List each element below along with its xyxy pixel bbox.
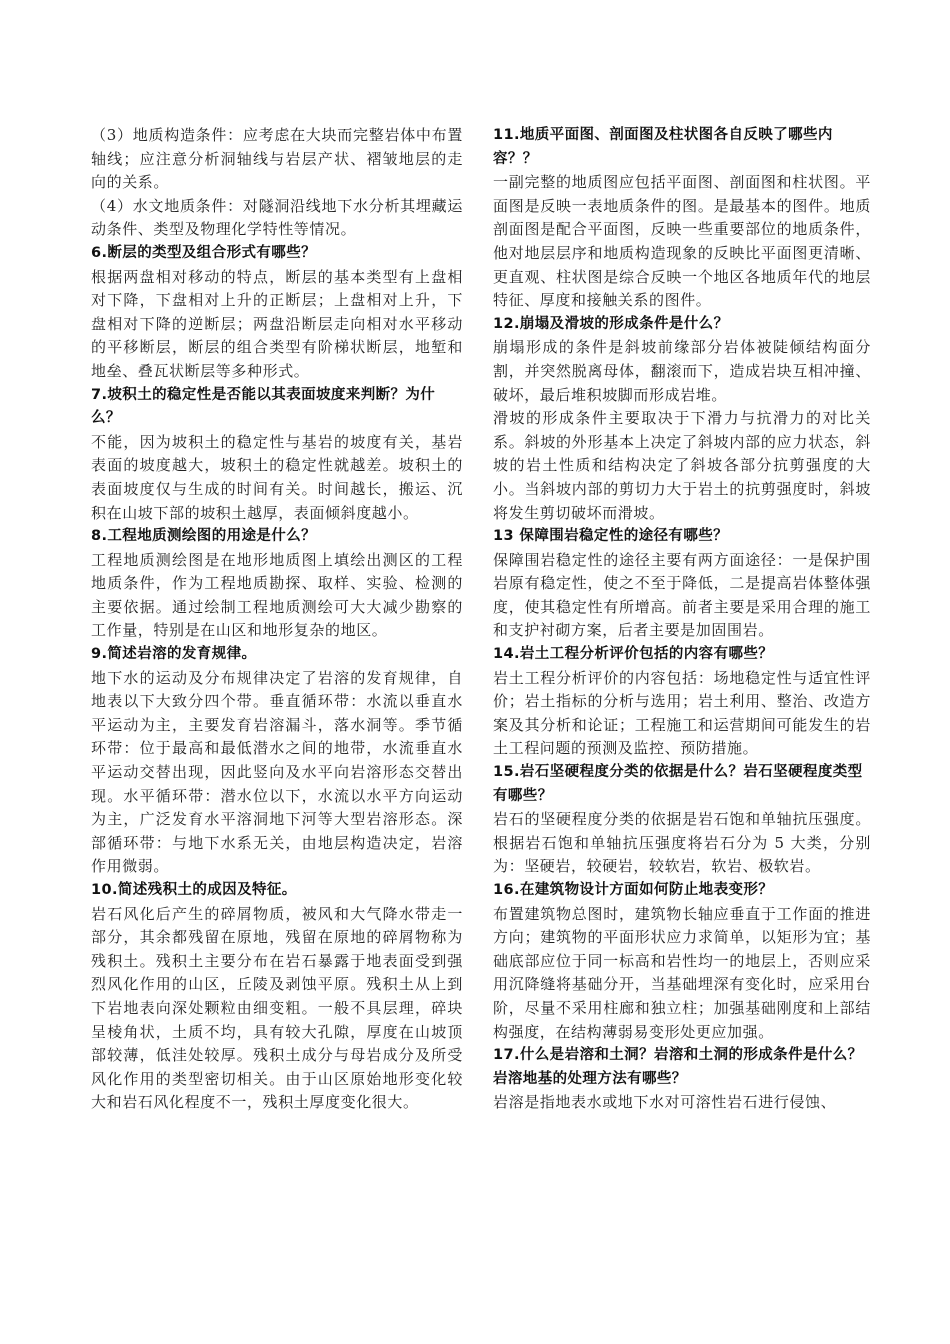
paragraph: 工程地质测绘图是在地形地质图上填绘出测区的工程地质条件，作为工程地质勘探、取样、实验、检测的主要依据。通过绘制工程地质测绘可大大减少勘察的工作量，特别是在山区和地形复杂的地区。 [91, 550, 463, 640]
right-column [493, 124, 871, 1115]
question-heading: 12.崩塌及滑坡的形成条件是什么？ [493, 315, 729, 332]
left-column [91, 124, 463, 1115]
paragraph: （3）地质构造条件：应考虑在大块而完整岩体中布置轴线；应注意分析洞轴线与岩层产状、褶皱地层的走向的关系。 [91, 126, 463, 192]
paragraph: 岩土工程分析评价的内容包括：场地稳定性与适宜性评价；岩土指标的分析与选用；岩土利用、整治、改造方案及其分析和论证；工程施工和运营期间可能发生的岩土工程问题的预测及监控、预防措施。 [493, 668, 871, 758]
question-heading: 11.地质平面图、剖面图及柱状图各自反映了哪些内容？？ [493, 127, 833, 167]
question-heading: 17.什么是岩溶和土洞？岩溶和土洞的形成条件是什么？岩溶地基的处理方法有哪些？ [493, 1047, 863, 1087]
paragraph: 地下水的运动及分布规律决定了岩溶的发育规律，自地表以下大致分四个带。垂直循环带：水流以垂直水平运动为主，主要发育岩溶漏斗，落水洞等。季节循环带：位于最高和最低潜水之间的地带，水流垂直水平运动交替出现，因此竖向及水平向岩溶形态交替出现。水平循环带：潜水位以下，水流以水平方向运动为主，广泛发育水平溶洞地下河等大型岩溶形态。深部循环带：与地下水系无关，由地层构造决定，岩溶作用微弱。 [91, 668, 463, 876]
question-heading: 15.岩石坚硬程度分类的依据是什么？岩石坚硬程度类型有哪些？ [493, 764, 863, 804]
question-heading: 6.断层的类型及组合形式有哪些？ [91, 244, 316, 261]
paragraph: 岩石的坚硬程度分类的依据是岩石饱和单轴抗压强度。根据岩石饱和单轴抗压强度将岩石分为 5 大类，分别为：坚硬岩，较硬岩，较软岩，软岩、极软岩。 [493, 810, 871, 876]
paragraph: 岩溶是指地表水或地下水对可溶性岩石进行侵蚀、 [493, 1093, 837, 1112]
question-heading: 9.简述岩溶的发育规律。 [91, 646, 257, 663]
question-heading: 8.工程地质测绘图的用途是什么？ [91, 528, 316, 545]
paragraph: 岩石风化后产生的碎屑物质，被风和大气降水带走一部分，其余都残留在原地，残留在原地的碎屑物称为残积土。残积土主要分布在岩石暴露于地表面受到强烈风化作用的山区，丘陵及剥蚀平原。残积土从上到下岩地表向深处颗粒由细变粗。一般不具层理，碎块呈棱角状，土质不均，具有较大孔隙，厚度在山坡顶部较薄，低洼处较厚。残积土成分与母岩成分及所受风化作用的类型密切相关。由于山区原始地形变化较大和岩石风化程度不一，残积土厚度变化很大。 [91, 904, 463, 1112]
paragraph: 布置建筑物总图时，建筑物长轴应垂直于工作面的推进方向；建筑物的平面形状应力求简单，以矩形为宜；基础底部应位于同一标高和岩性均一的地层上，否则应采用沉降缝将基础分开，当基础埋深有变化时，应采用台阶，尽量不采用柱廊和独立柱；加强基础刚度和上部结构强度，在结构薄弱易变形处更应加强。 [493, 904, 871, 1041]
paragraph: （4）水文地质条件：对隧洞沿线地下水分析其埋藏运动条件、类型及物理化学特性等情况。 [91, 196, 463, 239]
paragraph: 一副完整的地质图应包括平面图、剖面图和柱状图。平面图是反映一表地质条件的图。是最基本的图件。地质剖面图是配合平面图，反映一些重要部位的地质条件，他对地层层序和地质构造现象的反映比平面图更清晰、更直观、柱状图是综合反映一个地区各地质年代的地层特征、厚度和接触关系的图件。 [493, 173, 871, 310]
paragraph: 不能，因为坡积土的稳定性与基岩的坡度有关，基岩表面的坡度越大，坡积土的稳定性就越差。坡积土的表面坡度仅与生成的时间有关。时间越长，搬运、沉积在山坡下部的坡积土越厚，表面倾斜度越小。 [91, 432, 463, 522]
question-heading: 7.坡积土的稳定性是否能以其表面坡度来判断？为什么？ [91, 386, 436, 427]
question-heading: 14.岩土工程分析评价包括的内容有哪些？ [493, 646, 774, 663]
question-heading: 16.在建筑物设计方面如何防止地表变形？ [493, 882, 774, 898]
question-heading: 13 保障围岩稳定性的途径有哪些？ [493, 528, 729, 545]
paragraph: 崩塌形成的条件是斜坡前缘部分岩体被陡倾结构面分割，并突然脱离母体，翻滚而下，造成岩块互相冲撞、破坏，最后堆积坡脚而形成岩堆。 [493, 338, 871, 404]
question-heading: 10.简述残积土的成因及特征。 [91, 882, 297, 898]
paragraph: 根据两盘相对移动的特点，断层的基本类型有上盘相对下降，下盘相对上升的正断层；上盘相对上升，下盘相对下降的逆断层；两盘沿断层走向相对水平移动的平移断层，断层的组合类型有阶梯状断层，地堑和地垒、叠瓦状断层等多种形式。 [91, 267, 463, 380]
paragraph: 保障围岩稳定性的途径主要有两方面途径：一是保护围岩原有稳定性，使之不至于降低，二是提高岩体整体强度，使其稳定性有所增高。前者主要是采用合理的施工和支护衬砌方案，后者主要是加固围岩。 [493, 550, 871, 640]
paragraph: 滑坡的形成条件主要取决于下滑力与抗滑力的对比关系。斜坡的外形基本上决定了斜坡内部的应力状态，斜坡的岩土性质和结构决定了斜坡各部分抗剪强度的大小。当斜坡内部的剪切力大于岩土的抗剪强度时，斜坡将发生剪切破坏而滑坡。 [493, 409, 871, 522]
